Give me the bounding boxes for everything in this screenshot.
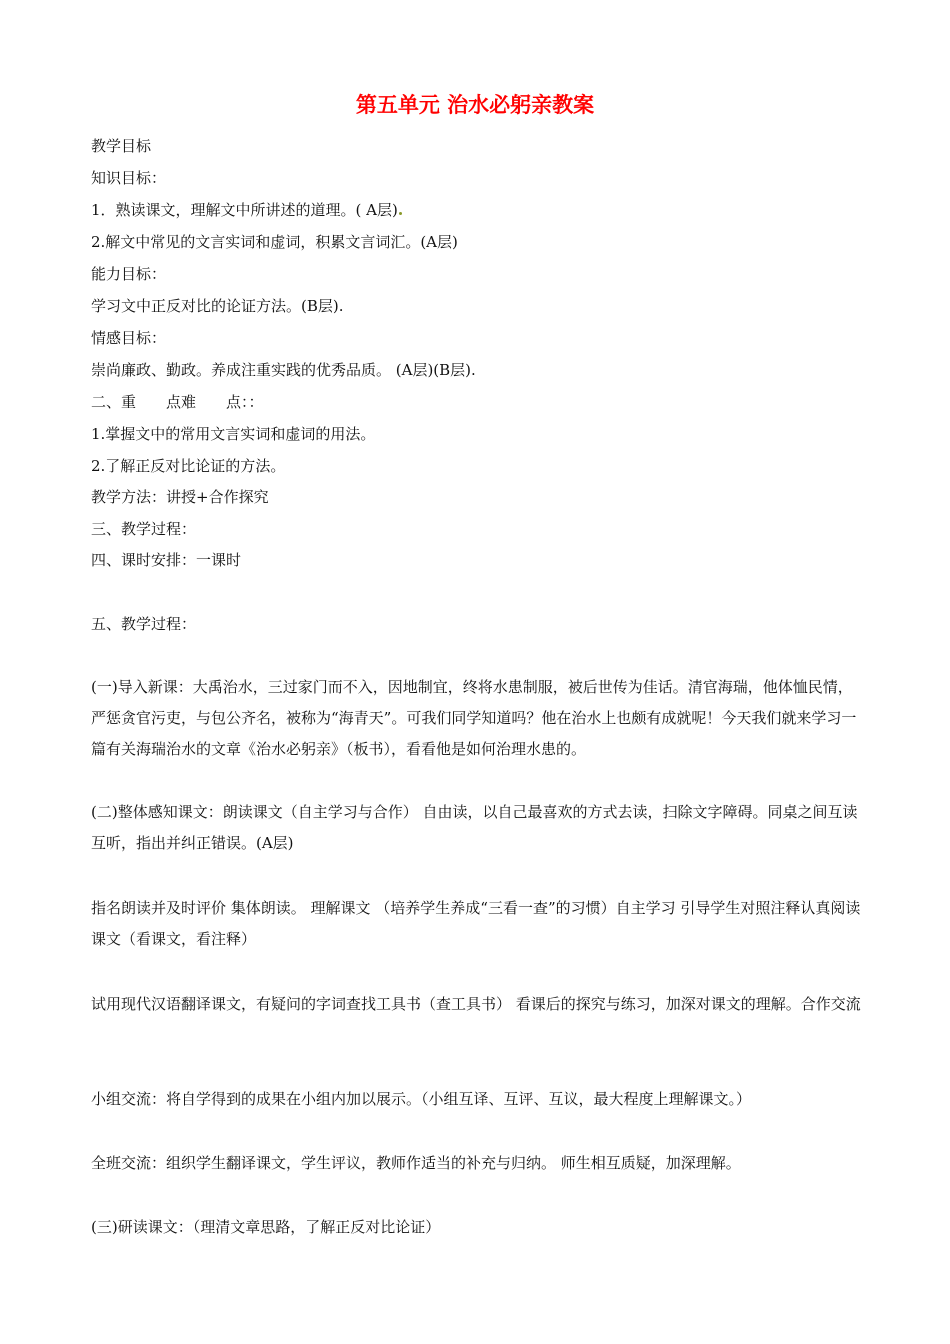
paragraph-study-text xyxy=(91,1212,863,1243)
teaching-method: 教学方法：讲授+合作探究 xyxy=(91,488,269,506)
paragraph-group-exchange xyxy=(91,1084,863,1115)
paragraph-study-text-text: (三)研读课文：（理清文章思路，了解正反对比论证） xyxy=(91,1218,441,1236)
paragraph-reading xyxy=(91,893,863,955)
goal-item-1 xyxy=(91,199,402,221)
paragraph-intro xyxy=(91,672,863,765)
heading-teaching-process-5: 五、教学过程： xyxy=(91,615,197,633)
heading-teaching-process-3: 三、教学过程： xyxy=(91,520,197,538)
key-point-2: 2.了解正反对比论证的方法。 xyxy=(91,457,286,475)
heading-teaching-goals: 教学目标 xyxy=(91,137,152,155)
ability-goal-text: 学习文中正反对比的论证方法。(B层). xyxy=(91,297,344,315)
marker-dot xyxy=(399,212,402,215)
goal-item-1-text: 1．熟读课文，理解文中所讲述的道理。( A层) xyxy=(91,201,398,219)
paragraph-translation xyxy=(91,989,863,1020)
document-title: 第五单元 治水必躬亲教案 xyxy=(355,93,595,117)
paragraph-intro-text: (一)导入新课：大禹治水，三过家门而不入，因地制宜，终将水患制服，被后世传为佳话。清官海瑞，他体恤民情，严惩贪官污吏，与包公齐名，被称为“海青天”。可我们同学知道吗？他在治水上也颇有成就呢！今天我们就来学习一篇有关海瑞治水的文章《治水必躬亲》（板书），看看他是如何治理水患的。 xyxy=(91,678,857,758)
paragraph-overall-perception xyxy=(91,797,863,859)
paragraph-class-exchange xyxy=(91,1148,863,1179)
heading-emotion-goals: 情感目标： xyxy=(91,329,167,347)
paragraph-translation-text: 试用现代汉语翻译课文，有疑问的字词查找工具书（查工具书） 看课后的探究与练习，加深对课文的理解。合作交流 xyxy=(91,995,861,1013)
paragraph-reading-text: 指名朗读并及时评价 集体朗读。 理解课文 （培养学生养成“三看一查”的习惯）自主学习 引导学生对照注释认真阅读课文（看课文，看注释） xyxy=(91,899,861,948)
emotion-goal-text: 崇尚廉政、勤政。养成注重实践的优秀品质。 (A层)(B层). xyxy=(91,361,476,379)
goal-item-2: 2.解文中常见的文言实词和虚词，积累文言词汇。(A层) xyxy=(91,233,458,251)
class-schedule: 四、课时安排：一课时 xyxy=(91,551,242,569)
heading-key-points: 二、重 点难 点：： xyxy=(91,393,264,411)
paragraph-group-exchange-text: 小组交流：将自学得到的成果在小组内加以展示。（小组互译、互评、互议，最大程度上理解课文。） xyxy=(91,1090,752,1108)
heading-ability-goals: 能力目标： xyxy=(91,265,167,283)
heading-knowledge-goals: 知识目标： xyxy=(91,169,167,187)
paragraph-class-exchange-text: 全班交流：组织学生翻译课文，学生评议，教师作适当的补充与归纳。 师生相互质疑，加深理解。 xyxy=(91,1154,741,1172)
paragraph-overall-perception-text: (二)整体感知课文：朗读课文（自主学习与合作） 自由读，以自己最喜欢的方式去读，扫除文字障碍。同桌之间互读互听，指出并纠正错误。(A层) xyxy=(91,803,858,852)
key-point-1: 1.掌握文中的常用文言实词和虚词的用法。 xyxy=(91,425,376,443)
